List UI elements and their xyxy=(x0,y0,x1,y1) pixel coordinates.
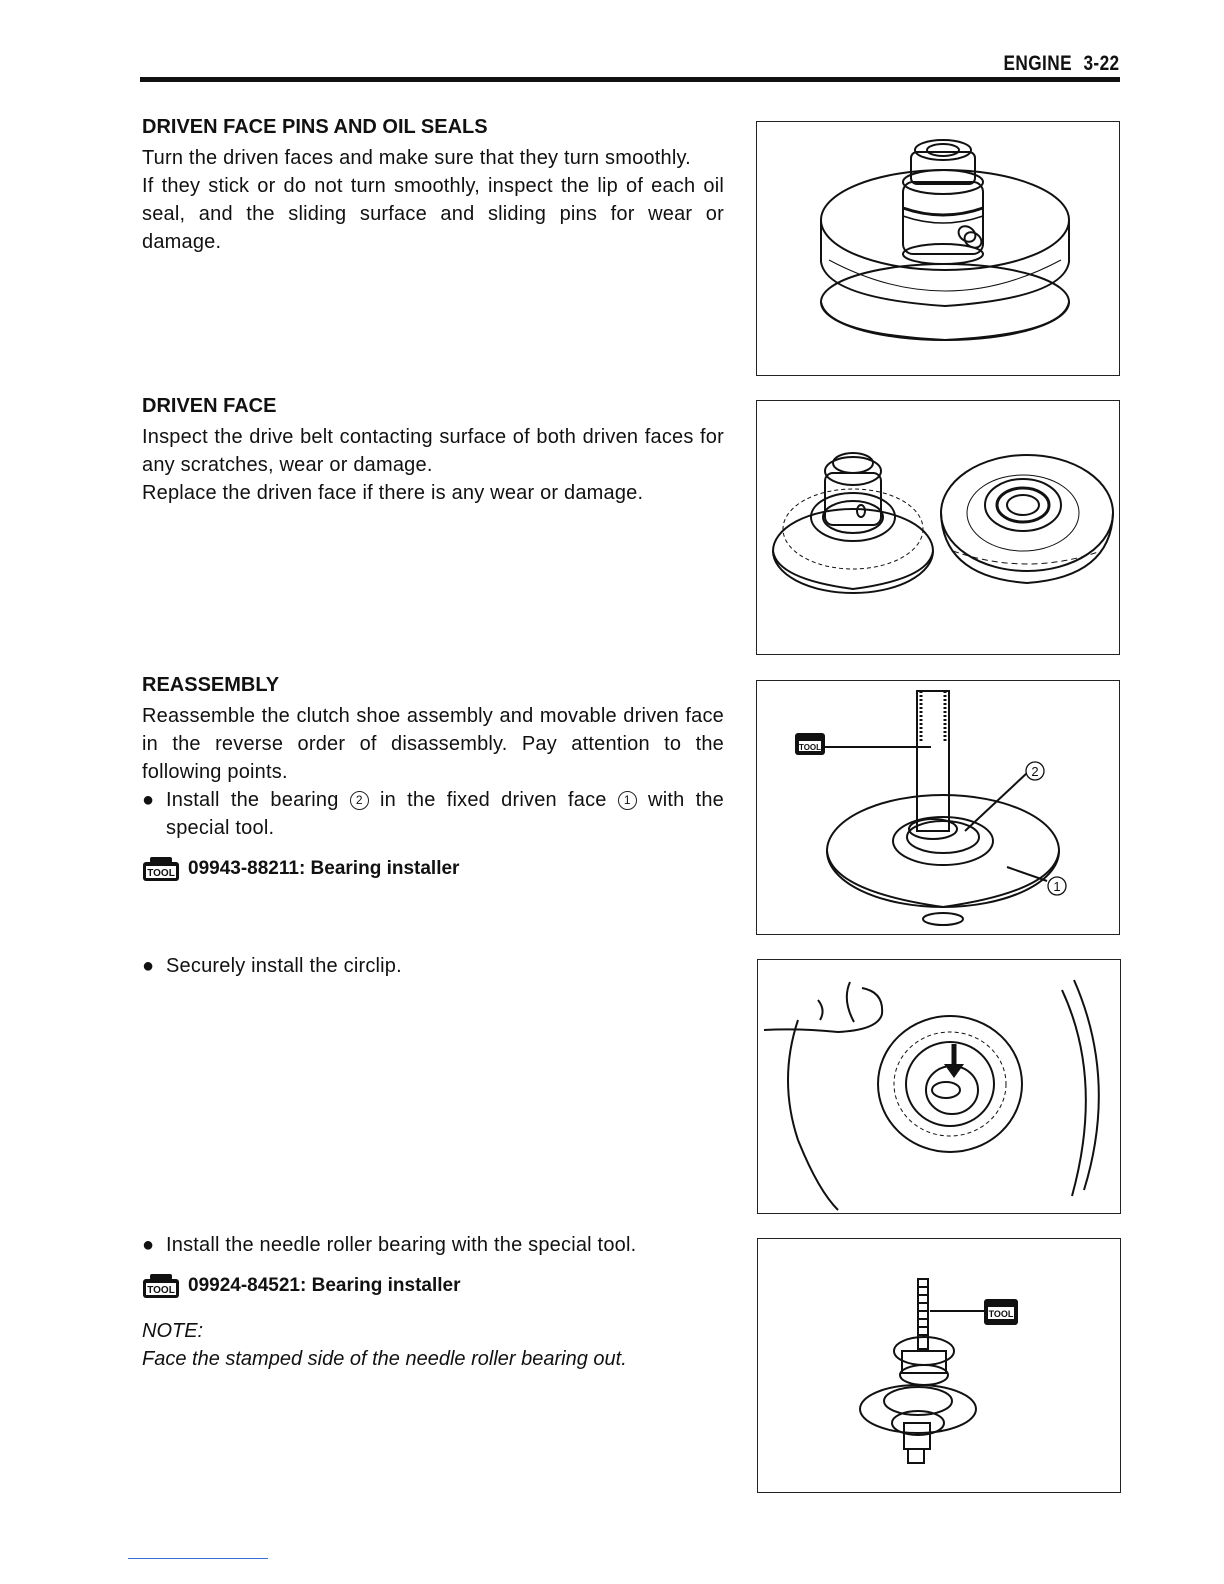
bullet-item xyxy=(142,1231,724,1259)
page-header xyxy=(140,52,1120,80)
footer-line xyxy=(128,1558,268,1559)
figure-bearing-installation xyxy=(756,680,1120,935)
bullet-dot: ● xyxy=(142,1234,155,1256)
driven-faces-illustration xyxy=(757,401,1119,654)
text: in the fixed driven face xyxy=(379,789,607,811)
paragraph: If they stick or do not turn smoothly, inspect the lip of each oil seal, and the sliding surface and sliding pins for wear or damage. xyxy=(142,175,724,253)
section-driven-face xyxy=(142,393,724,507)
paragraph: Reassemble the clutch shoe assembly and movable driven face in the reverse order of disassembly. Pay attention to the following points. xyxy=(142,705,724,783)
header-section: ENGINE xyxy=(1003,52,1073,75)
note-text: Face the stamped side of the needle roller bearing out. xyxy=(142,1348,627,1370)
circlip-illustration xyxy=(758,960,1120,1213)
figure-driven-face-assembly xyxy=(756,121,1120,376)
special-tool-line xyxy=(142,1273,724,1299)
figure-circlip-install xyxy=(757,959,1121,1214)
section-title: DRIVEN FACE PINS AND OIL SEALS xyxy=(142,116,488,138)
tool-number: 09924-84521: Bearing installer xyxy=(188,1275,461,1296)
arrow-down-icon xyxy=(944,1064,964,1078)
section-driven-face-pins xyxy=(142,114,724,256)
callout-2-label: 2 xyxy=(1031,764,1039,779)
bullet-item xyxy=(142,786,724,842)
section-circlip xyxy=(142,952,724,980)
running-head xyxy=(1004,52,1120,76)
special-tool-line xyxy=(142,856,724,882)
figure-needle-bearing-install xyxy=(757,1238,1121,1493)
paragraph: Inspect the drive belt contacting surface of both driven faces for any scratches, wear or damage. xyxy=(142,426,724,476)
tool-icon xyxy=(142,856,180,882)
callout-1-label: 1 xyxy=(1053,879,1061,894)
header-page-number: 3-22 xyxy=(1083,52,1120,75)
needle-bearing-illustration xyxy=(758,1239,1120,1492)
figure-two-driven-faces xyxy=(756,400,1120,655)
paragraph: Turn the driven faces and make sure that they turn smoothly. xyxy=(142,147,691,169)
tool-icon-text: TOOL xyxy=(988,1309,1014,1319)
section-title: DRIVEN FACE xyxy=(142,395,277,417)
bullet-dot: ● xyxy=(142,789,155,811)
tool-icon-text: TOOL xyxy=(147,1285,175,1296)
text: with the special tool. xyxy=(166,789,725,839)
tool-icon-text: TOOL xyxy=(147,868,175,879)
callout-2: 2 xyxy=(350,791,369,810)
tool-icon-text: TOOL xyxy=(798,743,822,752)
note-label: NOTE: xyxy=(142,1320,204,1342)
section-reassembly xyxy=(142,672,724,882)
bullet-item xyxy=(142,952,724,980)
driven-face-illustration xyxy=(757,122,1119,375)
tool-number: 09943-88211: Bearing installer xyxy=(188,858,460,879)
section-needle-bearing xyxy=(142,1231,724,1373)
text: Install the needle roller bearing with the special tool. xyxy=(166,1234,637,1256)
text: Install the bearing xyxy=(166,789,339,811)
bearing-installer-illustration xyxy=(757,681,1119,934)
paragraph: Replace the driven face if there is any wear or damage. xyxy=(142,482,644,504)
bullet-dot: ● xyxy=(142,955,155,977)
section-title: REASSEMBLY xyxy=(142,674,280,696)
text: Securely install the circlip. xyxy=(166,955,402,977)
header-rule xyxy=(140,77,1120,82)
callout-1: 1 xyxy=(618,791,637,810)
tool-icon xyxy=(142,1273,180,1299)
